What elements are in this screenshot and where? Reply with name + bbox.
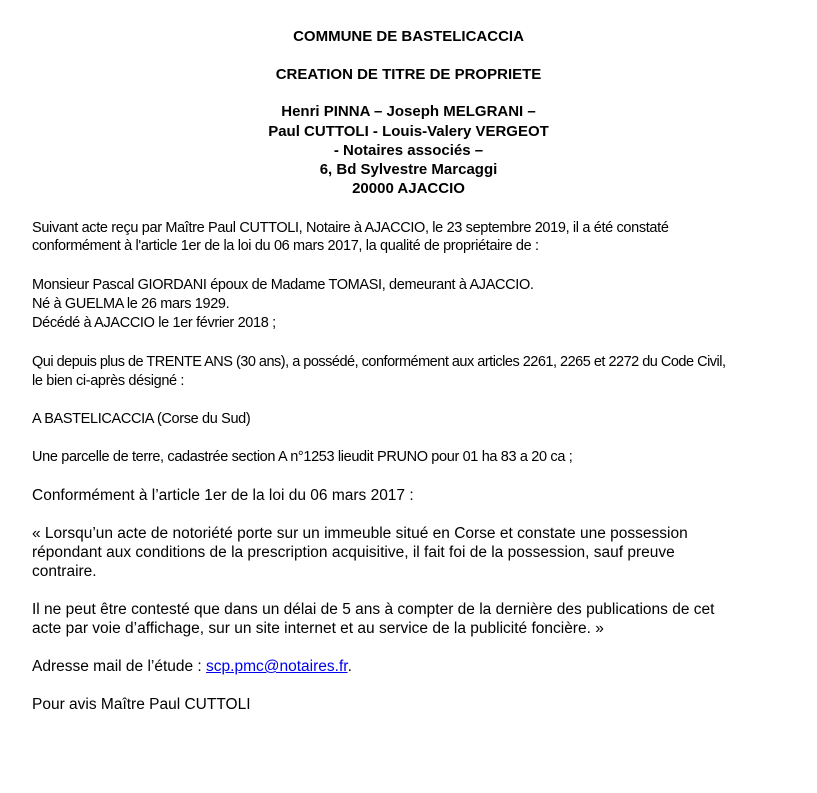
parcel-line: Une parcelle de terre, cadastrée section A n°1253 lieudit PRUNO pour 01 ha 83 a 20 ca ; [32,449,573,465]
notaires-line-1: Henri PINNA – Joseph MELGRANI – [281,103,536,120]
person-line-1: Monsieur Pascal GIORDANI époux de Madame TOMASI, demeurant à AJACCIO. [32,277,534,293]
mail-suffix: . [347,658,352,675]
mail-label: Adresse mail de l’étude : [32,658,207,675]
address-line-1: 6, Bd Sylvestre Marcaggi [319,161,498,178]
notaires-line-3: - Notaires associés – [333,142,484,159]
quote-2-line-1: Il ne peut être contesté que dans un délai de 5 ans à compter de la dernière des publications de cet [32,601,715,618]
mail-link[interactable]: scp.pmc@notaires.fr [206,658,348,675]
possession-line-2: le bien ci-après désigné : [32,373,185,389]
acte-line-2: conformément à l'article 1er de la loi du 06 mars 2017, la qualité de propriétaire de : [32,238,539,254]
acte-line-1: Suivant acte reçu par Maître Paul CUTTOLI, Notaire à AJACCIO, le 23 septembre 2019, il a été constaté [32,220,669,236]
quote-1-line-2: répondant aux conditions de la prescription acquisitive, il fait foi de la possession, sauf preuve [32,544,675,561]
quote-2-line-2: acte par voie d’affichage, sur un site internet et au service de la publicité foncière. » [32,620,604,637]
conformement-line: Conformément à l’article 1er de la loi du 06 mars 2017 : [32,487,414,504]
location-line: A BASTELICACCIA (Corse du Sud) [32,411,251,427]
person-line-3: Décédé à AJACCIO le 1er février 2018 ; [32,315,276,331]
commune-heading: COMMUNE DE BASTELICACCIA [293,28,524,45]
mail-line [32,657,352,676]
quote-1-line-3: contraire. [32,563,97,580]
person-line-2: Né à GUELMA le 26 mars 1929. [32,296,230,312]
notice-title: CREATION DE TITRE DE PROPRIETE [275,66,542,83]
notaires-line-2: Paul CUTTOLI - Louis-Valery VERGEOT [268,123,549,140]
possession-line-1: Qui depuis plus de TRENTE ANS (30 ans), a possédé, conformément aux articles 2261, 2265 et 2272 du Code Civil, [32,354,726,370]
signature-line: Pour avis Maître Paul CUTTOLI [32,696,251,713]
address-line-2: 20000 AJACCIO [352,180,465,197]
quote-1-line-1: « Lorsqu’un acte de notoriété porte sur un immeuble situé en Corse et constate une possession [32,525,688,542]
